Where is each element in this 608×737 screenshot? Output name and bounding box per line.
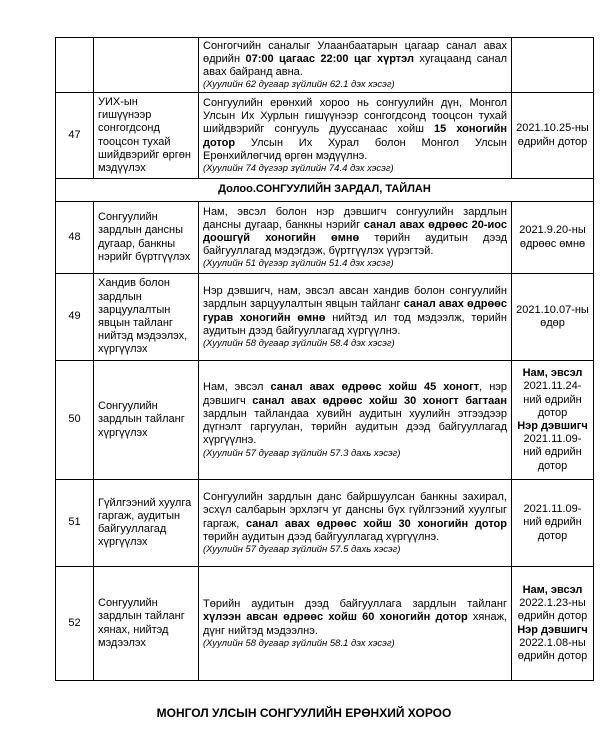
description-segment-bold: санал авах өдрөөс хойш 30 хоногт багтаан [252,394,507,407]
task-cell: Гүйлгээний хуулга гаргаж, аудитын байгууллагад хүргүүлэх [94,480,199,567]
task-cell: Хандив болон зардлын зарцуулалтын явцын тайланг нийтэд мэдээлэх, хүргүүлэх [94,274,199,361]
deadline-cell [512,567,594,681]
description-segment: зардлын тайландаа хувийн аудитын хуулийн этгээдээр дүгнэлт гаргуулан, төрийн аудитын дээд байгууллагад хүргүүлнэ. [203,407,507,447]
law-citation: (Хуулийн 57 дугаар зүйлийн 57.3 дахь хэсэг) [203,447,401,459]
law-citation: (Хуулийн 51 дүгээр зүйлийн 51.4 дэх хэсэг) [203,258,394,270]
description-segment-bold: санал авах өдрөөс гурав хоногийн өмнө [203,298,508,324]
deadline-cell [512,274,594,361]
deadline-cell [512,480,594,567]
description-segment-bold: хүлээн авсан өдрөөс хойш 60 хоногийн дотор [203,611,468,624]
deadline-line: 2021.10.25-ны өдрийн дотор [516,122,589,148]
deadline-cell [512,202,594,274]
description-segment: Нэр дэвшигч, нам, эвсэл авсан хандив болон сонгуулийн зардлын зарцуулалтын явцын тайланг [203,285,507,311]
table-row [56,361,594,480]
task-cell [94,38,199,93]
table-row [56,274,594,361]
deadline-line-bold: Нам, эвсэл [522,367,583,380]
description-cell [199,93,512,179]
row-number: 50 [56,361,94,480]
description-text [203,97,507,163]
law-citation: (Хуулийн 74 дүгээр зүйлийн 74.4 дэх хэсэг) [203,163,394,174]
deadline-line: 2021.11.09-ний өдрийн дотор [523,433,582,472]
table-row [56,202,594,274]
description-segment: Сонгуулийн ерөнхий хороо нь сонгуулийн дүн, Монгол Улсын Их Хурлын гишүүнээр сонгогдсонд тооцсон тухай шийдвэрийг сонгууль дууссанаас хойш [203,96,507,136]
row-number [56,38,94,93]
description-segment: нийтэд ил тод мэдээлж, төрийн аудитын дээд байгууллагад хүргүүлнэ. [203,311,507,337]
row-number: 49 [56,274,94,361]
description-segment: Нам, эвсэл болон нэр дэвшигч сонгуулийн зардлын дансны дугаар, банкны нэрийг [203,205,507,231]
description-text [203,40,507,80]
row-number: 51 [56,480,94,567]
deadline-line: 2022.1.08-ны өдрийн дотор [517,636,588,662]
law-citation: (Хуулийн 58 дугаар зүйлийн 58.1 дэх хэсэг) [203,637,395,649]
task-cell: Сонгуулийн зардлын тайланг хянах, нийтэд мэдээлэх [94,567,199,681]
description-text [203,285,507,338]
row-number: 47 [56,93,94,179]
description-segment: Төрийн аудитын дээд байгууллага зардлын тайланг [203,598,507,611]
description-text [203,598,507,638]
deadline-line: 2022.1.23-ны өдрийн дотор [517,597,588,623]
description-segment: Сонгогчийн саналыг Улаанбаатарын цагаар санал авах өдрийн [203,39,507,65]
description-segment-bold: санал авах өдрөөс хойш 45 хоногт [270,381,480,394]
task-cell: УИХ-ын гишүүнээр сонгогдсонд тооцсон тухай шийдвэрийг өргөн мэдүүлэх [94,93,199,179]
deadline-line: 2021.9.20-ны өдрөөс өмнө [519,224,586,250]
row-number: 48 [56,202,94,274]
table-row [56,93,594,179]
section-header-title: Долоо.СОНГУУЛИЙН ЗАРДАЛ, ТАЙЛАН [56,179,594,202]
description-cell [199,274,512,361]
task-cell: Сонгуулийн зардлын тайланг хүргүүлэх [94,361,199,480]
description-segment: Сонгуулийн зардлын данс байршуулсан банкны захирал, эсхүл салбарын эрхлэгч уг дансны бүх гүйлгээний хуулгыг гаргаж, [203,491,507,530]
description-cell [199,202,512,274]
deadline-cell [512,361,594,480]
description-segment: Улсын Их Хурал болон Монгол Улсын Ерөнхийлөгчид өргөн мэдүүлнэ. [203,136,507,162]
deadline-line: 2021.11.24-ний өдрийн дотор [523,380,582,419]
description-segment: төрийн аудитын дээд байгууллагад мэдэгдэж, бүртгүүлэх үүрэгтэй. [203,232,507,258]
deadline-line-bold: Нэр дэвшигч [517,420,588,432]
description-cell [199,361,512,480]
description-segment-bold: санал авах өдрөөс хойш 30 хоногийн дотор [246,517,507,530]
description-cell [199,38,512,93]
description-segment: хугацаанд санал авах байранд авна. [203,52,507,79]
election-schedule-table [55,37,594,681]
description-text [203,206,507,259]
deadline-line: 2021.11.09-ний өдрийн дотор [523,503,582,542]
law-citation: (Хуулийн 62 дугаар зүйлийн 62.1 дэх хэсэг) [203,79,395,91]
description-segment: Нам, эвсэл [203,381,271,394]
law-citation: (Хуулийн 57 дугаар зүйлийн 57.5 дахь хэсэг) [203,543,401,555]
description-cell [199,480,512,567]
description-segment-bold: 15 хоногийн дотор [203,123,507,149]
deadline-line: 2021.10.07-ны өдөр [516,303,589,329]
row-number: 52 [56,567,94,681]
section-header-row [56,179,594,202]
task-cell: Сонгуулийн зардлын дансны дугаар, банкны нэрийг бүртгүүлэх [94,202,199,274]
deadline-cell [512,93,594,179]
deadline-line-bold: Нам, эвсэл [522,583,583,596]
law-citation: (Хуулийн 58 дугаар зүйлийн 58.4 дэх хэсэг) [203,337,395,349]
deadline-line-bold: Нэр дэвшигч [517,623,588,636]
description-segment: , нэр дэвшигч [203,381,508,407]
description-text [203,491,507,544]
table-row [56,567,594,681]
schedule-table-body [56,38,594,681]
deadline-cell [512,38,594,93]
page-footer-title: МОНГОЛ УЛСЫН СОНГУУЛИЙН ЕРӨНХИЙ ХОРОО [156,706,452,720]
description-segment: хянаж, дүнг нийтэд мэдээлнэ. [203,611,507,637]
table-row [56,480,594,567]
description-segment-bold: 07:00 цагаас 22:00 цаг хүртэл [245,52,414,65]
description-text [203,381,507,447]
table-row [56,38,594,93]
description-segment: төрийн аудитын дээд байгууллагад хүргүүлнэ. [203,530,440,543]
description-segment-bold: санал авах өдрөөс 20-иос доошгүй хоногийн өмнө [203,218,508,244]
description-cell [199,567,512,681]
